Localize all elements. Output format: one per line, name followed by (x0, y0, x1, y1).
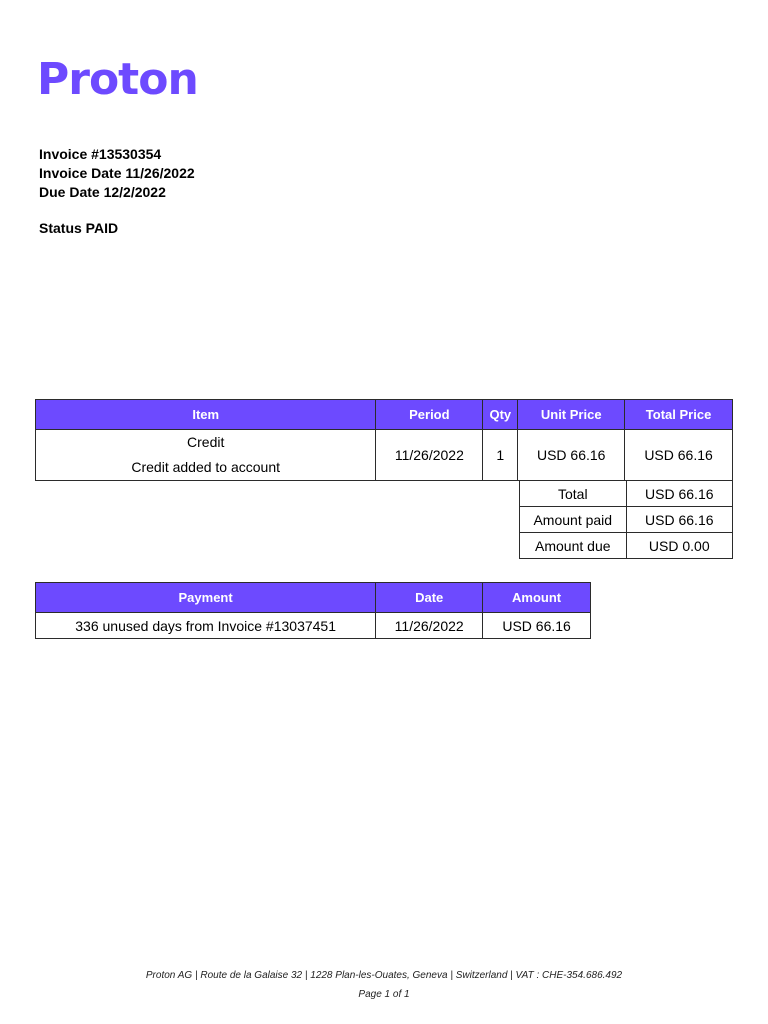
payment-description: 336 unused days from Invoice #13037451 (36, 613, 376, 639)
header-item: Item (36, 400, 376, 430)
items-table (35, 399, 733, 481)
total-label: Total (520, 481, 627, 507)
amount-paid-label: Amount paid (520, 507, 627, 533)
amount-due-label: Amount due (520, 533, 627, 559)
payment-date: 11/26/2022 (376, 613, 483, 639)
footer-address: Proton AG | Route de la Galaise 32 | 1228 Plan-les-Ouates, Geneva | Switzerland | VAT : CHE-354.686.492 (145, 970, 623, 981)
amount-paid-value: USD 66.16 (626, 507, 732, 533)
amount-due-value: USD 0.00 (626, 533, 732, 559)
invoice-number: Invoice #13530354 (39, 146, 162, 162)
header-total-price: Total Price (625, 400, 733, 430)
header-unit-price: Unit Price (518, 400, 625, 430)
totals-row (520, 533, 733, 559)
item-description: Credit added to account (131, 459, 281, 475)
header-date: Date (376, 583, 483, 613)
total-value: USD 66.16 (626, 481, 732, 507)
page-number: Page 1 of 1 (358, 989, 410, 1000)
item-total-price: USD 66.16 (625, 430, 733, 481)
totals-row (520, 481, 733, 507)
proton-logo: Proton (37, 54, 198, 105)
payments-header-row (36, 583, 591, 613)
item-unit-price: USD 66.16 (518, 430, 625, 481)
item-cell (36, 430, 376, 481)
header-amount: Amount (483, 583, 591, 613)
table-row (36, 430, 733, 481)
items-header-row (36, 400, 733, 430)
totals-row (520, 507, 733, 533)
table-row (36, 613, 591, 639)
due-date: Due Date 12/2/2022 (39, 184, 166, 200)
payments-table (35, 582, 591, 639)
header-period: Period (376, 400, 483, 430)
item-name: Credit (187, 434, 225, 450)
totals-table (519, 480, 733, 559)
invoice-date: Invoice Date 11/26/2022 (39, 165, 195, 181)
item-qty: 1 (483, 430, 518, 481)
invoice-meta (39, 145, 195, 202)
payment-amount: USD 66.16 (483, 613, 591, 639)
invoice-status: Status PAID (39, 220, 119, 236)
header-payment: Payment (36, 583, 376, 613)
item-period: 11/26/2022 (376, 430, 483, 481)
header-qty: Qty (483, 400, 518, 430)
